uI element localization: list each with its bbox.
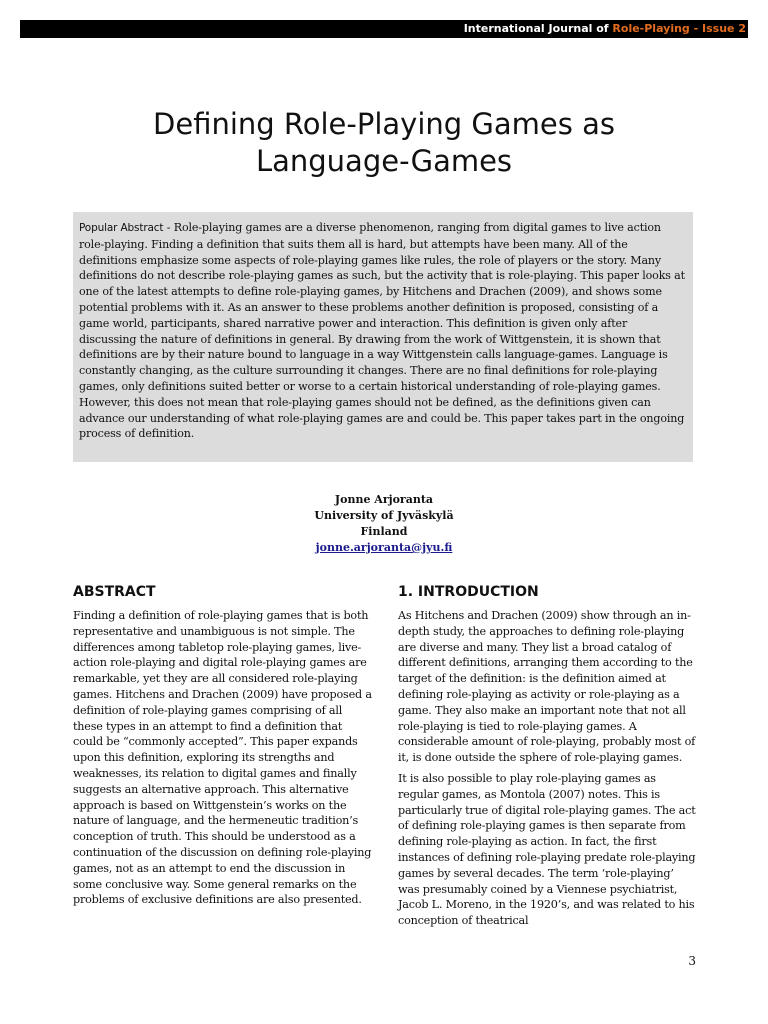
author-block xyxy=(234,492,534,556)
popular-abstract-box xyxy=(73,212,693,462)
introduction-section xyxy=(398,582,698,934)
journal-header-bar xyxy=(20,20,748,38)
journal-issue: Role-Playing - Issue 2 xyxy=(612,22,746,35)
introduction-paragraph: As Hitchens and Drachen (2009) show through an in-depth study, the approaches to defining role-playing are diverse and many. They list a broad catalog of different definitions, arranging them according to the target of the definition: is the definition aimed at defining role-playing as activity or role-playing as a game. They also make an important note that not all role-playing is tied to role-playing games. A considerable amount of role-playing, probably most of it, is done outside the sphere of role-playing games. xyxy=(398,609,696,765)
introduction-paragraph: It is also possible to play role-playing games as regular games, as Montola (2007) notes. This is particularly true of digital role-playing games. The act of defining role-playing games is then separate from defining role-playing as action. In fact, the first instances of defining role-playing predate role-playing games by several decades. The term ‘role-playing’ was presumably coined by a Viennese psychiatrist, Jacob L. Moreno, in the 1920’s, and was related to his conception of theatrical xyxy=(398,771,696,928)
abstract-paragraph: Finding a definition of role-playing games that is both representative and unambiguous is not simple. The differences among tabletop role-playing games, live-action role-playing and digital role-playing games are remarkable, yet they are all considered role-playing games. Hitchens and Drachen (2009) have proposed a definition of role-playing games comprising of all these types in an attempt to find a definition that could be “commonly accepted”. This paper expands upon this definition, exploring its strengths and weaknesses, its relation to digital games and finally suggests an alternative approach. This alternative approach is based on Wittgenstein’s works on the nature of language, and the hermeneutic tradition’s conception of truth. This should be understood as a continuation of the discussion on defining role-playing games, not as an attempt to end the discussion in some conclusive way. Some general remarks on the problems of exclusive definitions are also presented. xyxy=(73,609,372,907)
author-email-link[interactable]: jonne.arjoranta@jyu.fi xyxy=(315,541,453,554)
journal-name: International Journal of xyxy=(463,22,613,35)
page-number: 3 xyxy=(688,954,696,968)
author-affiliation: University of Jyväskylä xyxy=(314,509,454,522)
popular-abstract-label: Popular Abstract xyxy=(79,222,164,234)
introduction-heading: 1. INTRODUCTION xyxy=(398,584,539,600)
author-name: Jonne Arjoranta xyxy=(334,493,434,506)
paper-title: Defining Role-Playing Games as Language-Games xyxy=(153,107,615,178)
abstract-section xyxy=(73,582,373,913)
abstract-heading: ABSTRACT xyxy=(73,584,156,600)
popular-abstract-text: - Role-playing games are a diverse phenomenon, ranging from digital games to live action role-playing. Finding a definition that suits them all is hard, but attempts have been many. All of the definitions emphasize some aspects of role-playing games like rules, the role of players or the story. Many definitions do not describe role-playing games as such, but the activity that is role-playing. This paper looks at one of the latest attempts to define role-playing games, by Hitchens and Drachen (2009), and shows some potential problems with it. As an answer to these problems another definition is proposed, consisting of a game world, participants, shared narrative power and interaction. This definition is given only after discussing the nature of definitions in general. By drawing from the work of Wittgenstein, it is shown that definitions are by their nature bound to language in a way Wittgenstein calls language-games. Language is constantly changing, as the culture surrounding it changes. There are no final definitions for role-playing games, only definitions suited better or worse to a certain historical understanding of role-playing games. However, this does not mean that role-playing games should not be defined, as the definitions given can advance our understanding of what role-playing games are and could be. This paper takes part in the ongoing process of definition. xyxy=(79,221,685,441)
author-country: Finland xyxy=(360,525,408,538)
